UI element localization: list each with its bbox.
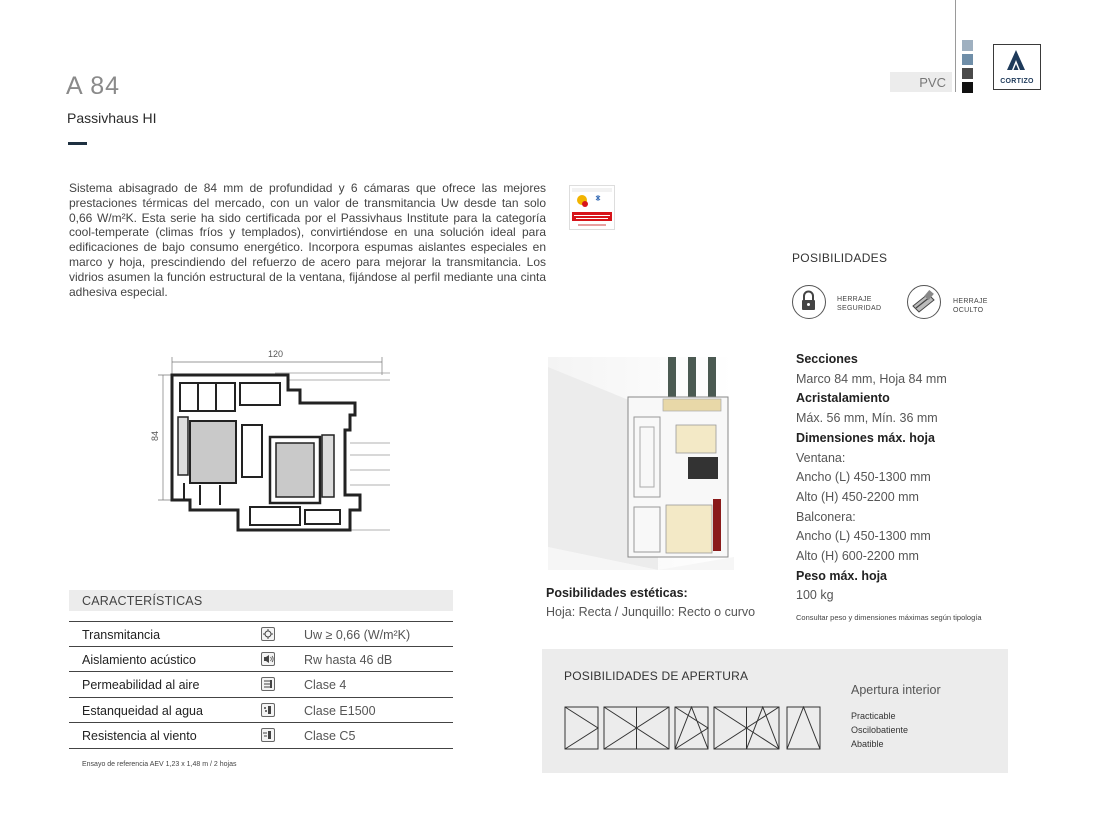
ventana-ancho: Ancho (L) 450-1300 mm xyxy=(796,470,931,485)
esteticas-value: Hoja: Recta / Junquillo: Recto o curvo xyxy=(546,605,756,619)
secciones-title: Secciones xyxy=(796,352,858,366)
row-label: Permeabilidad al aire xyxy=(82,678,200,693)
profile-section-drawing xyxy=(150,345,395,535)
acristalamiento-value: Máx. 56 mm, Mín. 36 mm xyxy=(796,411,938,426)
caracteristicas-note: Ensayo de referencia AEV 1,23 x 1,48 m / 2 hojas xyxy=(82,761,237,768)
opening-types-diagram xyxy=(564,706,826,752)
herraje-seguridad-label: HERRAJE SEGURIDAD xyxy=(837,296,882,312)
certification-seal xyxy=(569,185,615,230)
caracteristicas-title: CARACTERÍSTICAS xyxy=(69,590,453,611)
hidden-hinge-icon xyxy=(907,285,941,319)
double-leaf-tilt-turn-icon xyxy=(714,707,779,749)
legend-oscilobatiente: Oscilobatiente xyxy=(851,725,909,735)
profile-photo xyxy=(548,357,734,570)
table-row xyxy=(69,672,453,698)
padlock-icon xyxy=(792,285,826,319)
color-swatch xyxy=(962,40,973,51)
ventana-label: Ventana: xyxy=(796,450,846,465)
height-dimension-label: 84 xyxy=(150,430,160,441)
caracteristicas-table xyxy=(69,621,453,749)
row-label: Estanqueidad al agua xyxy=(82,703,203,718)
speaker-icon xyxy=(261,652,275,666)
color-swatch xyxy=(962,54,973,65)
water-icon xyxy=(261,703,275,717)
row-label: Resistencia al viento xyxy=(82,729,197,744)
tilt-only-icon xyxy=(787,707,820,749)
row-label: Aislamiento acústico xyxy=(82,652,196,667)
table-row xyxy=(69,647,453,673)
herraje-oculto-label: HERRAJE OCULTO xyxy=(953,298,988,314)
legend-practicable: Practicable xyxy=(851,711,896,721)
technical-specs xyxy=(796,350,1026,625)
single-leaf-practicable-icon xyxy=(565,707,598,749)
brand-name: CORTIZO xyxy=(1000,78,1034,85)
specs-note: Consultar peso y dimensiones máximas según tipología xyxy=(796,613,982,623)
apertura-legend xyxy=(851,709,908,751)
double-leaf-practicable-icon xyxy=(604,707,669,749)
apertura-title: POSIBILIDADES DE APERTURA xyxy=(564,669,749,683)
color-swatch xyxy=(962,82,973,93)
table-row xyxy=(69,698,453,724)
passivhaus-seal-icon xyxy=(570,186,614,229)
apertura-panel xyxy=(542,649,1008,773)
model-title: A 84 xyxy=(66,72,121,100)
acristalamiento-title: Acristalamiento xyxy=(796,391,890,406)
peso-value: 100 kg xyxy=(796,588,834,603)
brand-mark-icon xyxy=(994,45,1039,79)
apertura-subtitle: Apertura interior xyxy=(851,683,941,697)
row-value: Clase C5 xyxy=(304,729,356,744)
dimensiones-title: Dimensiones máx. hoja xyxy=(796,430,935,445)
model-subtitle: Passivhaus HI xyxy=(67,110,157,126)
single-leaf-tilt-turn-icon xyxy=(675,707,708,749)
header-divider xyxy=(955,0,956,92)
row-value: Rw hasta 46 dB xyxy=(304,652,393,667)
width-dimension-label: 120 xyxy=(268,349,284,359)
ventana-alto: Alto (H) 450-2200 mm xyxy=(796,489,919,504)
row-value: Clase 4 xyxy=(304,678,347,693)
air-icon xyxy=(261,677,275,691)
table-row xyxy=(69,621,453,647)
table-row xyxy=(69,723,453,749)
balconera-alto: Alto (H) 600-2200 mm xyxy=(796,549,919,564)
secciones-value: Marco 84 mm, Hoja 84 mm xyxy=(796,371,947,386)
peso-title: Peso máx. hoja xyxy=(796,568,888,583)
wind-icon xyxy=(261,728,275,742)
esteticas-title: Posibilidades estéticas: xyxy=(546,586,688,600)
title-underline xyxy=(68,142,87,145)
posibilidades-title: POSIBILIDADES xyxy=(792,251,888,265)
product-description: Sistema abisagrado de 84 mm de profundidad y 6 cámaras que ofrece las mejores prestaciones térmicas del mercado, con un valor de transmitancia Uw desde tan solo 0,66 W/m²K. Esta serie ha sido certificada por el Passivhaus Institute para la categoría cool-temperate (climas fríos y templados), convirtiéndose en una solución ideal para edificaciones de bajo consumo energético. Incorpora espumas aislantes especiales en marco y hoja, prescindiendo del refuerzo de acero para mejorar la transmitancia. Los vidrios asumen la función estructural de la ventana, fijándose al perfil mediante una cinta adhesiva especial. xyxy=(69,181,546,299)
balconera-ancho: Ancho (L) 450-1300 mm xyxy=(796,529,931,544)
row-label: Transmitancia xyxy=(82,628,161,642)
thermal-icon xyxy=(261,627,275,641)
balconera-label: Balconera: xyxy=(796,509,856,524)
legend-abatible: Abatible xyxy=(851,739,884,749)
brand-logo xyxy=(993,44,1041,90)
color-swatch xyxy=(962,68,973,79)
row-value: Clase E1500 xyxy=(304,703,376,718)
row-value: Uw ≥ 0,66 (W/m²K) xyxy=(304,628,411,642)
material-badge: PVC xyxy=(890,72,952,92)
